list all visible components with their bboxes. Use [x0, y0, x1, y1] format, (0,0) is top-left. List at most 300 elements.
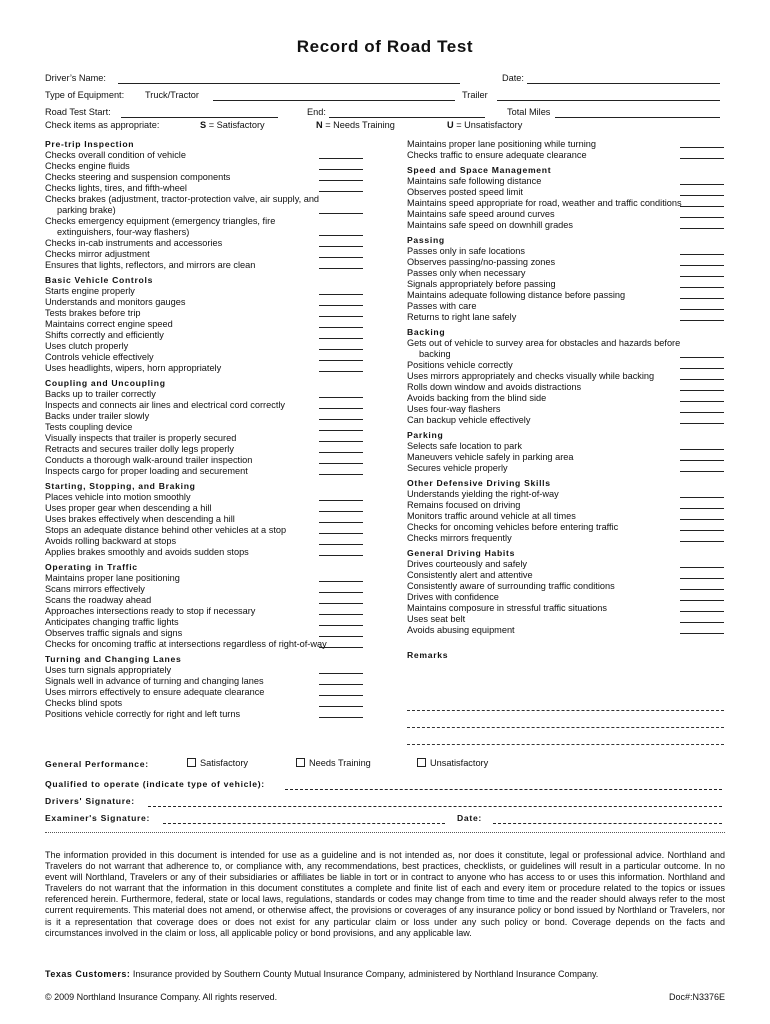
checklist-item-label: Checks engine fluids [45, 161, 130, 171]
rating-blank[interactable] [319, 419, 363, 420]
checklist-item-label: Observes passing/no-passing zones [407, 257, 556, 267]
rating-blank[interactable] [319, 246, 363, 247]
rating-blank[interactable] [680, 401, 724, 402]
checklist-item-label: Checks blind spots [45, 698, 123, 708]
checklist-item [45, 595, 363, 606]
examiners-signature-row [45, 813, 725, 827]
rating-blank[interactable] [319, 474, 363, 475]
checklist-item-label: Checks in-cab instruments and accessories [45, 238, 223, 248]
checklist-item-label: Maintains safe speed around curves [407, 209, 555, 219]
legend-unsatisfactory: U = Unsatisfactory [447, 120, 523, 130]
checklist-item [407, 268, 724, 279]
checklist-item-label: Retracts and secures trailer dolly legs properly [45, 444, 234, 454]
checklist-item-label: Inspects and connects air lines and electrical cord correctly [45, 400, 286, 410]
rating-blank[interactable] [319, 500, 363, 501]
checklist-item [45, 330, 363, 341]
rating-blank[interactable] [319, 235, 363, 236]
checklist-item [45, 363, 363, 374]
rating-blank[interactable] [680, 287, 724, 288]
checklist-item [407, 371, 724, 382]
rating-blank[interactable] [319, 327, 363, 328]
rating-blank[interactable] [319, 371, 363, 372]
checklist-item-label: Scans mirrors effectively [45, 584, 145, 594]
checklist-item-label: Uses headlights, wipers, horn appropriately [45, 363, 222, 373]
truck-tractor-label: Truck/Tractor [145, 90, 199, 100]
rating-blank[interactable] [680, 471, 724, 472]
checklist-item [407, 441, 724, 452]
rating-blank[interactable] [680, 600, 724, 601]
checklist-item [45, 308, 363, 319]
checklist-item-label: Applies brakes smoothly and avoids sudden stops [45, 547, 249, 557]
section-title: Turning and Changing Lanes [45, 654, 182, 664]
rating-blank[interactable] [319, 360, 363, 361]
checklist-item-label: Conducts a thorough walk-around trailer inspection [45, 455, 253, 465]
rating-blank[interactable] [319, 533, 363, 534]
legend-needs-training: N = Needs Training [316, 120, 395, 130]
option-satisfactory[interactable]: Satisfactory [187, 758, 248, 768]
checklist-item-label: Controls vehicle effectively [45, 352, 154, 362]
checklist-item [45, 455, 363, 466]
general-performance-label: General Performance: [45, 759, 149, 769]
checklist-item [407, 603, 724, 614]
checklist-item-label: Observes posted speed limit [407, 187, 523, 197]
checklist-item [45, 352, 363, 363]
checklist-item [45, 319, 363, 330]
rating-blank[interactable] [680, 622, 724, 623]
checklist-item-label: Uses clutch properly [45, 341, 129, 351]
checklist-item [407, 220, 724, 231]
rating-blank[interactable] [319, 452, 363, 453]
checklist-item-label: Understands and monitors gauges [45, 297, 186, 307]
remarks-line-2[interactable] [407, 727, 724, 728]
checklist-item [407, 338, 724, 360]
rating-blank[interactable] [680, 497, 724, 498]
rating-blank[interactable] [680, 158, 724, 159]
checklist-item-label: Anticipates changing traffic lights [45, 617, 179, 627]
rating-blank[interactable] [680, 254, 724, 255]
rating-blank[interactable] [319, 294, 363, 295]
checklist-item-label: Returns to right lane safely [407, 312, 517, 322]
checklist-item-label: Maintains safe following distance [407, 176, 542, 186]
copyright: © 2009 Northland Insurance Company. All rights reserved. [45, 992, 278, 1002]
checklist-item-label: Checks brakes (adjustment, tractor-protection valve, air supply, and parking brake) [45, 194, 320, 215]
checklist-item-label: Maintains composure in stressful traffic situations [407, 603, 607, 613]
remarks-title: Remarks [407, 650, 449, 660]
examiners-signature-label: Examiner's Signature: [45, 813, 151, 823]
rating-blank[interactable] [680, 298, 724, 299]
checklist-item-label: Passes only in safe locations [407, 246, 525, 256]
checklist-item-label: Places vehicle into motion smoothly [45, 492, 191, 502]
checkbox-icon[interactable] [187, 758, 196, 767]
rating-blank[interactable] [680, 541, 724, 542]
checklist-item [407, 312, 724, 323]
rating-blank[interactable] [680, 519, 724, 520]
checklist-item-label: Checks traffic to ensure adequate clearance [407, 150, 587, 160]
checklist-item [407, 209, 724, 220]
checklist-item [407, 522, 724, 533]
rating-blank[interactable] [319, 636, 363, 637]
equipment-row [45, 90, 725, 104]
rating-blank[interactable] [319, 511, 363, 512]
texas-customers-note: Texas Customers: Insurance provided by Southern County Mutual Insurance Company, administered by Northland Insurance Company. [45, 969, 599, 979]
checklist-item [45, 286, 363, 297]
rating-blank[interactable] [680, 276, 724, 277]
checklist-item [407, 279, 724, 290]
road-test-start-field[interactable] [121, 117, 278, 118]
checklist-item [407, 415, 724, 426]
rating-blank[interactable] [680, 195, 724, 196]
rating-blank[interactable] [319, 441, 363, 442]
rating-blank[interactable] [319, 592, 363, 593]
rating-blank[interactable] [680, 578, 724, 579]
checklist-item [407, 187, 724, 198]
checklist-item [45, 628, 363, 639]
rating-blank[interactable] [680, 530, 724, 531]
checklist-item-label: Checks for oncoming traffic at intersections regardless of right-of-way [45, 639, 327, 649]
rating-blank[interactable] [680, 379, 724, 380]
rating-blank[interactable] [680, 633, 724, 634]
checklist-item-label: Gets out of vehicle to survey area for obstacles and hazards before backing [407, 338, 681, 359]
checklist-item [45, 698, 363, 709]
rating-blank[interactable] [680, 449, 724, 450]
option-unsatisfactory[interactable]: Unsatisfactory [417, 758, 488, 768]
road-test-row [45, 107, 725, 121]
checklist-item [407, 489, 724, 500]
rating-blank[interactable] [319, 169, 363, 170]
legend-satisfactory: S = Satisfactory [200, 120, 265, 130]
rating-blank[interactable] [680, 217, 724, 218]
checklist-item [45, 709, 363, 720]
checklist-item [45, 466, 363, 477]
checklist-item [407, 511, 724, 522]
section-title: Starting, Stopping, and Braking [45, 481, 196, 491]
checklist-item-label: Tests coupling device [45, 422, 133, 432]
end-field[interactable] [329, 117, 485, 118]
checklist-item-label: Rolls down window and avoids distractions [407, 382, 582, 392]
checklist-item-label: Drives courteously and safely [407, 559, 528, 569]
checklist-item-label: Uses four-way flashers [407, 404, 501, 414]
section-title: Pre-trip Inspection [45, 139, 135, 149]
drivers-signature-row [45, 796, 725, 810]
checklist-item-label: Positions vehicle correctly [407, 360, 513, 370]
checklist-item-label: Maintains correct engine speed [45, 319, 173, 329]
rating-blank[interactable] [319, 180, 363, 181]
checklist-item-label: Maneuvers vehicle safely in parking area [407, 452, 574, 462]
checklist-item-label: Passes only when necessary [407, 268, 526, 278]
section-title: Coupling and Uncoupling [45, 378, 166, 388]
checklist-item [407, 301, 724, 312]
drivers-signature-label: Drivers' Signature: [45, 796, 135, 806]
checklist-item [407, 570, 724, 581]
rating-blank[interactable] [319, 647, 363, 648]
checklist-item-label: Stops an adequate distance behind other vehicles at a stop [45, 525, 287, 535]
checklist-item-label: Understands yielding the right-of-way [407, 489, 559, 499]
drivers-name-label: Driver’s Name: [45, 73, 106, 83]
checklist-item [45, 687, 363, 698]
checklist-item-label: Avoids rolling backward at stops [45, 536, 177, 546]
checklist-item [45, 617, 363, 628]
drivers-signature-field[interactable] [148, 806, 722, 807]
checklist-item-label: Drives with confidence [407, 592, 499, 602]
checklist-item [407, 581, 724, 592]
footer [45, 992, 725, 1002]
rating-blank[interactable] [319, 158, 363, 159]
rating-blank[interactable] [319, 316, 363, 317]
rating-blank[interactable] [680, 228, 724, 229]
checklist-item-label: Uses mirrors appropriately and checks visually while backing [407, 371, 655, 381]
checklist-item [407, 559, 724, 570]
checklist-item [45, 194, 363, 216]
rating-blank[interactable] [319, 522, 363, 523]
signature-date-field[interactable] [493, 823, 722, 824]
divider [45, 832, 725, 833]
rating-blank[interactable] [319, 430, 363, 431]
checklist-item [45, 547, 363, 558]
checklist-item [45, 676, 363, 687]
checklist-item [45, 216, 363, 238]
section-title: Passing [407, 235, 445, 245]
checklist-item [45, 503, 363, 514]
rating-blank[interactable] [680, 589, 724, 590]
rating-blank[interactable] [319, 706, 363, 707]
checklist-item [45, 606, 363, 617]
qualified-label: Qualified to operate (indicate type of vehicle): [45, 779, 265, 789]
checklist-item-label: Uses mirrors effectively to ensure adequate clearance [45, 687, 265, 697]
rating-blank[interactable] [680, 320, 724, 321]
rating-blank[interactable] [680, 390, 724, 391]
rating-blank[interactable] [319, 257, 363, 258]
equipment-label: Type of Equipment: [45, 90, 125, 100]
rating-blank[interactable] [680, 368, 724, 369]
checklist-item [45, 492, 363, 503]
checklist-item-label: Visually inspects that trailer is properly secured [45, 433, 237, 443]
signature-date-label: Date: [457, 813, 482, 823]
drivers-name-field[interactable] [118, 83, 460, 84]
checklist-item-label: Checks emergency equipment (emergency triangles, fire extinguishers, four-way flashers) [45, 216, 276, 237]
rating-blank[interactable] [680, 357, 724, 358]
examiners-signature-field[interactable] [163, 823, 445, 824]
checklist-item-label: Consistently aware of surrounding traffic conditions [407, 581, 615, 591]
checklist-item-label: Checks mirror adjustment [45, 249, 150, 259]
checklist-item [407, 393, 724, 404]
checklist-item-label: Positions vehicle correctly for right and left turns [45, 709, 241, 719]
checklist-item [45, 433, 363, 444]
rating-blank[interactable] [319, 397, 363, 398]
rating-blank[interactable] [319, 213, 363, 214]
disclaimer-text: The information provided in this document is intended for use as a guideline and is not intended as, nor does it constitute, legal or professional advice. Northland and Travelers do not warrant that adherence to, or compliance with, any recommendations, best practices, checklists, or guidelines will result in a particular outcome. In no event will Northland, Travelers or any of their subsidiaries or affiliates be liable in tort or in contract to anyone who has access to or uses this information. Northland and Travelers do not warrant that the information in this document constitutes a complete and finite list of each and every item or procedure related to the topics or issues referenced herein. Furthermore, federal, state or local laws, regulations, standards or codes may change from time to time and the reader should always refer to the most current requirements. This material does not amend, or otherwise affect, the provisions or coverages of any insurance policy or bond issued by Northland or Travelers, nor is it a representation that coverage does or does not exist for any particular claim or loss under any such policy or bond. Coverage depends on the facts and circumstances involved in the claim or loss, all applicable policy or bond provisions, and any applicable law. [45, 850, 725, 938]
checklist-item-label: Selects safe location to park [407, 441, 522, 451]
total-miles-field[interactable] [555, 117, 720, 118]
checklist-item-label: Signals well in advance of turning and changing lanes [45, 676, 264, 686]
rating-blank[interactable] [680, 147, 724, 148]
rating-blank[interactable] [680, 206, 724, 207]
rating-blank[interactable] [319, 684, 363, 685]
checklist-item [45, 150, 363, 161]
checklist-item-label: Uses turn signals appropriately [45, 665, 172, 675]
checklist-item-label: Shifts correctly and efficiently [45, 330, 164, 340]
checklist-item [45, 422, 363, 433]
left-checklist [45, 139, 363, 720]
checklist-item-label: Maintains adequate following distance before passing [407, 290, 626, 300]
checklist-item [407, 452, 724, 463]
checklist-item-label: Maintains proper lane positioning while turning [407, 139, 596, 149]
section-title: Parking [407, 430, 444, 440]
checklist-item [407, 139, 724, 150]
checklist-item-label: Passes with care [407, 301, 477, 311]
checklist-item-label: Checks for oncoming vehicles before entering traffic [407, 522, 619, 532]
checklist-item [45, 389, 363, 400]
rating-blank[interactable] [319, 305, 363, 306]
rating-blank[interactable] [680, 611, 724, 612]
rating-blank[interactable] [680, 412, 724, 413]
checklist-item-label: Uses proper gear when descending a hill [45, 503, 212, 513]
checklist-item [45, 525, 363, 536]
rating-blank[interactable] [319, 463, 363, 464]
checklist-item-label: Checks mirrors frequently [407, 533, 512, 543]
checklist-item-label: Monitors traffic around vehicle at all times [407, 511, 576, 521]
rating-blank[interactable] [319, 625, 363, 626]
rating-blank[interactable] [319, 581, 363, 582]
qualified-field[interactable] [285, 789, 722, 790]
checklist-item-label: Signals appropriately before passing [407, 279, 556, 289]
section-title: General Driving Habits [407, 548, 516, 558]
date-label: Date: [502, 73, 524, 83]
rating-blank[interactable] [319, 191, 363, 192]
section-title: Backing [407, 327, 446, 337]
trailer-field[interactable] [497, 100, 720, 101]
rating-blank[interactable] [319, 544, 363, 545]
checklist-item-label: Maintains speed appropriate for road, weather and traffic conditions [407, 198, 682, 208]
rating-blank[interactable] [319, 695, 363, 696]
rating-blank[interactable] [319, 717, 363, 718]
checklist-item [45, 444, 363, 455]
drivers-name-row [45, 73, 725, 87]
checklist-item [45, 639, 363, 650]
qualified-row [45, 779, 725, 793]
checklist-item [45, 183, 363, 194]
option-needs-training[interactable]: Needs Training [296, 758, 371, 768]
checklist-item-label: Maintains safe speed on downhill grades [407, 220, 573, 230]
checklist-item-label: Observes traffic signals and signs [45, 628, 183, 638]
checklist-item [407, 614, 724, 625]
remarks-line-3[interactable] [407, 744, 724, 745]
rating-blank[interactable] [680, 309, 724, 310]
checklist-item [45, 584, 363, 595]
checklist-item [407, 463, 724, 474]
rating-blank[interactable] [680, 508, 724, 509]
checklist-item-label: Checks steering and suspension components [45, 172, 231, 182]
checklist-item-label: Secures vehicle properly [407, 463, 508, 473]
checklist-item [45, 249, 363, 260]
checklist-item [407, 500, 724, 511]
checklist-item [407, 592, 724, 603]
section-title: Speed and Space Management [407, 165, 552, 175]
checklist-item [407, 533, 724, 544]
rating-blank[interactable] [319, 349, 363, 350]
checklist-item-label: Remains focused on driving [407, 500, 521, 510]
checklist-item [45, 172, 363, 183]
rating-blank[interactable] [319, 603, 363, 604]
checklist-item-label: Can backup vehicle effectively [407, 415, 531, 425]
doc-number: Doc#:N3376E [668, 992, 725, 1002]
checklist-item [45, 665, 363, 676]
rating-blank[interactable] [319, 614, 363, 615]
checklist-item [407, 257, 724, 268]
checklist-item [407, 246, 724, 257]
checklist-item [407, 176, 724, 187]
checklist-item [407, 625, 724, 636]
checklist-item [407, 290, 724, 301]
checklist-item [45, 411, 363, 422]
checklist-item-label: Consistently alert and attentive [407, 570, 533, 580]
remarks-line-1[interactable] [407, 710, 724, 711]
checklist-item-label: Inspects cargo for proper loading and securement [45, 466, 248, 476]
checkbox-icon[interactable] [296, 758, 305, 767]
checklist-item [45, 573, 363, 584]
general-performance-row [45, 758, 725, 772]
checklist-item-label: Backs under trailer slowly [45, 411, 150, 421]
right-checklist [407, 139, 724, 661]
checklist-item [45, 514, 363, 525]
checklist-item-label: Checks lights, tires, and fifth-wheel [45, 183, 187, 193]
checklist-item [45, 400, 363, 411]
checklist-item [407, 150, 724, 161]
checklist-item-label: Uses brakes effectively when descending a hill [45, 514, 235, 524]
total-miles-label: Total Miles [507, 107, 551, 117]
checklist-item [45, 161, 363, 172]
checklist-item [45, 260, 363, 271]
checklist-item [45, 238, 363, 249]
rating-blank[interactable] [680, 567, 724, 568]
checklist-item-label: Maintains proper lane positioning [45, 573, 180, 583]
rating-blank[interactable] [319, 338, 363, 339]
check-items-label: Check items as appropriate: [45, 120, 160, 130]
checkbox-icon[interactable] [417, 758, 426, 767]
checklist-item [45, 341, 363, 352]
checklist-item-label: Starts engine properly [45, 286, 135, 296]
checklist-item [407, 404, 724, 415]
rating-blank[interactable] [680, 265, 724, 266]
checklist-item-label: Avoids backing from the blind side [407, 393, 547, 403]
rating-blank[interactable] [319, 555, 363, 556]
end-label: End: [307, 107, 326, 117]
legend-row [45, 120, 725, 134]
checklist-item-label: Checks overall condition of vehicle [45, 150, 186, 160]
checklist-item-label: Uses seat belt [407, 614, 466, 624]
rating-blank[interactable] [680, 184, 724, 185]
checklist-item [407, 198, 724, 209]
rating-blank[interactable] [319, 408, 363, 409]
rating-blank[interactable] [680, 423, 724, 424]
checklist-item [407, 382, 724, 393]
checklist-item-label: Scans the roadway ahead [45, 595, 152, 605]
checklist-item [45, 297, 363, 308]
section-title: Other Defensive Driving Skills [407, 478, 551, 488]
rating-blank[interactable] [680, 460, 724, 461]
checklist-item-label: Ensures that lights, reflectors, and mirrors are clean [45, 260, 256, 270]
trailer-label: Trailer [462, 90, 488, 100]
truck-tractor-field[interactable] [213, 100, 455, 101]
rating-blank[interactable] [319, 268, 363, 269]
section-title: Basic Vehicle Controls [45, 275, 154, 285]
date-field[interactable] [527, 83, 720, 84]
section-title: Operating in Traffic [45, 562, 138, 572]
checklist-item-label: Tests brakes before trip [45, 308, 141, 318]
page-title: Record of Road Test [296, 37, 474, 56]
road-test-start-label: Road Test Start: [45, 107, 111, 117]
rating-blank[interactable] [319, 673, 363, 674]
checklist-item [45, 536, 363, 547]
